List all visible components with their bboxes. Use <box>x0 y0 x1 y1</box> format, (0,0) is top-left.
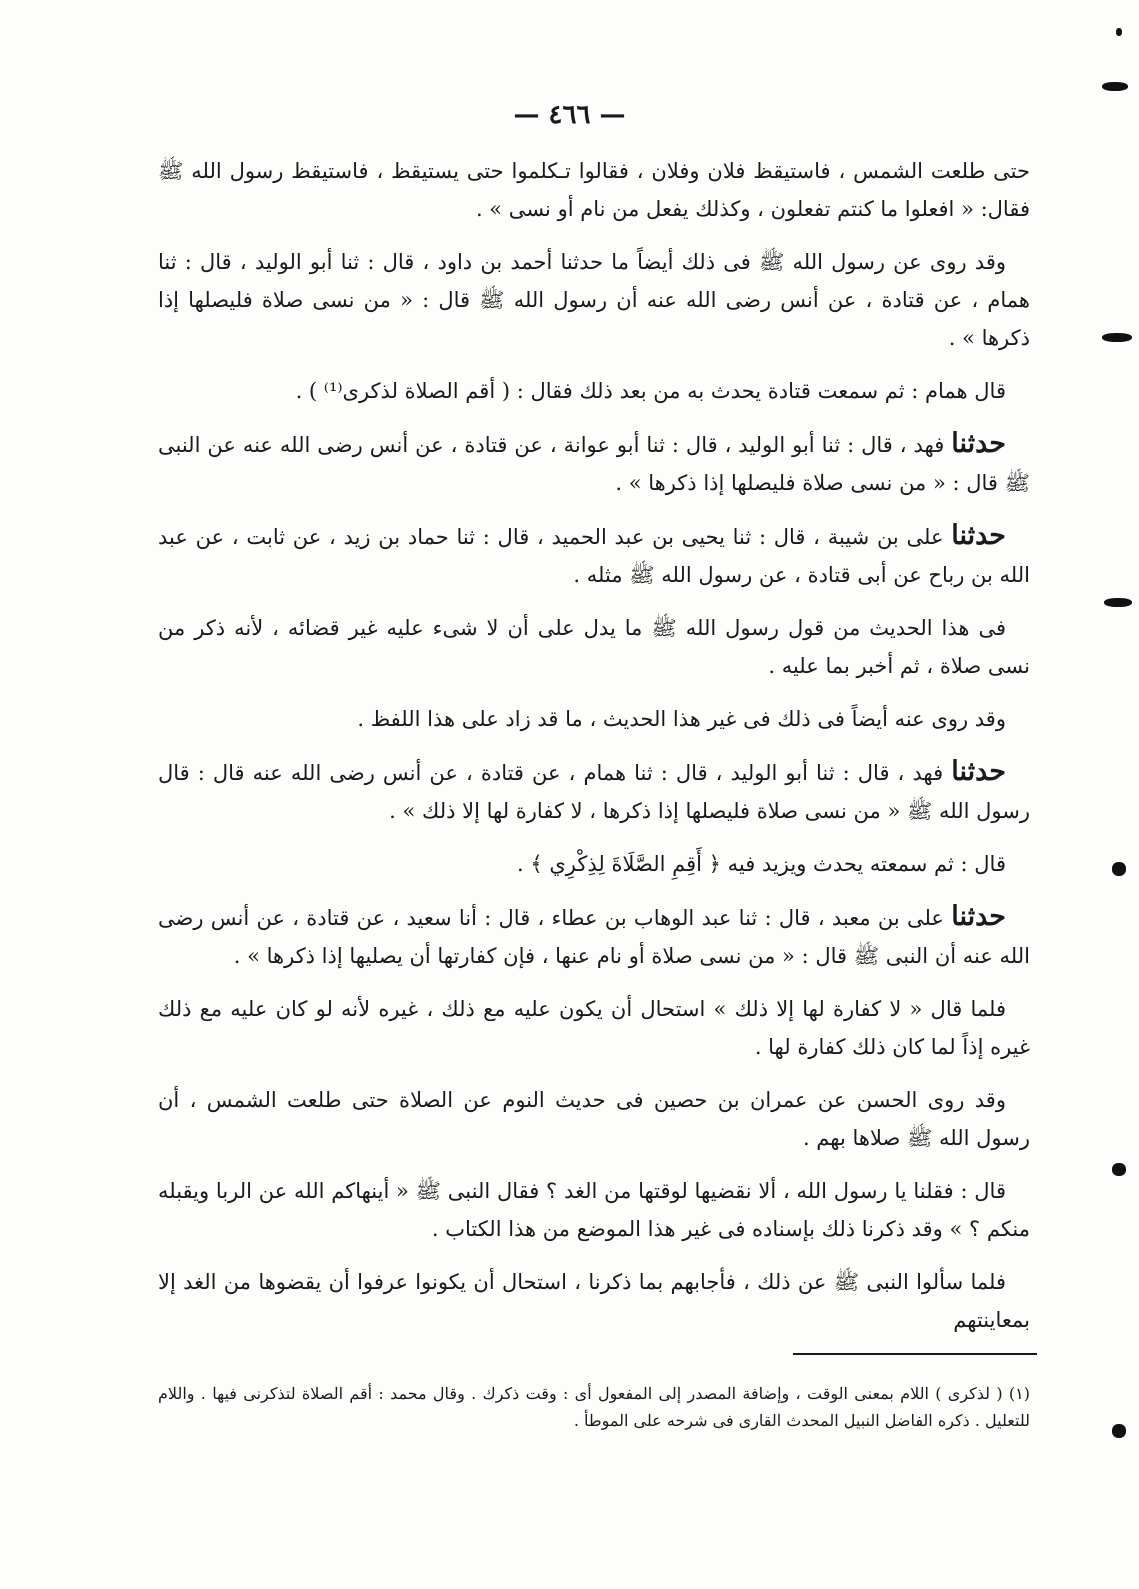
paragraph-11 <box>158 990 1030 1066</box>
paragraph-text: حتى طلعت الشمس ، فاستيقظ فلان وفلان ، فقالوا تـكلموا حتى يستيقظ ، فاستيقظ رسول الله ﷺ فقال: « افعلوا ما كنتم تفعلون ، وكذلك يفعل من نام أو نسى » . <box>158 159 1030 221</box>
paragraph-13 <box>158 1172 1030 1248</box>
scan-mark <box>1102 333 1132 342</box>
haddathana-lead: حدثنا <box>951 520 1006 551</box>
paragraph-14 <box>158 1263 1030 1339</box>
haddathana-lead: حدثنا <box>951 756 1006 787</box>
paragraph-text: وقد روى عن رسول الله ﷺ فى ذلك أيضاً ما حدثنا أحمد بن داود ، قال : ثنا أبو الوليد ، قال : ثنا همام ، عن قتادة ، عن أنس رضى الله عنه أن رسول الله ﷺ قال : « من نسى صلاة فليصلها إذا ذكرها » . <box>158 250 1030 350</box>
paragraph-5 <box>158 517 1030 594</box>
paragraph-text: قال : ثم سمعته يحدث ويزيد فيه ﴿ أَقِمِ الصَّلَاةَ لِذِكْرِي ﴾ . <box>517 852 1006 876</box>
footnote: (١) ( لذكرى ) اللام بمعنى الوقت ، وإضافة المصدر إلى المفعول أى : وقت ذكرك . وقال محمد : أقم الصلاة لتذكرنى فيها . واللام للتعليل . ذكره الفاضل النبيل المحدث القارى فى شرحه على الموطأ . <box>158 1384 1031 1430</box>
scan-mark <box>1112 862 1126 876</box>
paragraph-text: فهد ، قال : ثنا أبو الوليد ، قال : ثنا أبو عوانة ، عن قتادة ، عن أنس رضى الله عنه عن النبى ﷺ قال : « من نسى صلاة فليصلها إذا ذكرها » . <box>158 433 1030 495</box>
footnote-divider <box>793 1353 1037 1355</box>
paragraph-text: قال : فقلنا يا رسول الله ، ألا نقضيها لوقتها من الغد ؟ فقال النبى ﷺ « أينهاكم الله عن الربا ويقبله منكم ؟ » وقد ذكرنا ذلك بإسناده فى غير هذا الموضع من هذا الكتاب . <box>158 1179 1030 1241</box>
paragraph-12 <box>158 1081 1030 1157</box>
haddathana-lead: حدثنا <box>951 901 1006 932</box>
paragraph-2 <box>158 243 1030 357</box>
paragraph-text: فلما سألوا النبى ﷺ عن ذلك ، فأجابهم بما ذكرنا ، استحال أن يكونوا عرفوا أن يقضوها من الغد إلا بمعاينتهم <box>158 1270 1030 1332</box>
paragraph-text: على بن شيبة ، قال : ثنا يحيى بن عبد الحميد ، قال : ثنا حماد بن زيد ، عن ثابت ، عن عبد الله بن رباح عن أبى قتادة ، عن رسول الله ﷺ مثله . <box>158 525 1030 587</box>
paragraph-7 <box>158 700 1030 738</box>
scan-mark <box>1116 28 1122 36</box>
scan-mark <box>1102 82 1128 91</box>
paragraph-8 <box>158 753 1030 830</box>
paragraph-9 <box>158 845 1030 883</box>
page-number: — ٤٦٦ — <box>513 100 626 130</box>
scan-mark <box>1104 598 1132 607</box>
haddathana-lead: حدثنا <box>951 428 1006 459</box>
paragraph-text: على بن معبد ، قال : ثنا عبد الوهاب بن عطاء ، قال : أنا سعيد ، عن قتادة ، عن أنس رضى الله عنه أن النبى ﷺ قال : « من نسى صلاة أو نام عنها ، فإن كفارتها أن يصليها إذا ذكرها » . <box>158 906 1030 968</box>
scan-mark <box>1112 1424 1126 1438</box>
scan-mark <box>1112 1163 1126 1176</box>
paragraph-1 <box>158 152 1030 228</box>
paragraph-6 <box>158 609 1030 685</box>
paragraph-text: قال همام : ثم سمعت قتادة يحدث به من بعد ذلك فقال : ( أقم الصلاة لذكرى⁽¹⁾ ) . <box>295 379 1006 403</box>
paragraph-text: فلما قال « لا كفارة لها إلا ذلك » استحال أن يكون عليه مع ذلك ، غيره لأنه لو كان عليه مع ذلك غيره إذاً لما كان ذلك كفارة لها . <box>158 997 1030 1059</box>
paragraph-10 <box>158 898 1030 975</box>
paragraph-text: فهد ، قال : ثنا أبو الوليد ، قال : ثنا همام ، عن قتادة ، عن أنس رضى الله عنه قال : قال رسول الله ﷺ « من نسى صلاة فليصلها إذا ذكرها ، لا كفارة لها إلا ذلك » . <box>158 761 1030 823</box>
main-text <box>158 152 1030 1354</box>
paragraph-3 <box>158 372 1030 410</box>
paragraph-text: فى هذا الحديث من قول رسول الله ﷺ ما يدل على أن لا شىء عليه غير قضائه ، لأنه ذكر من نسى صلاة ، ثم أخبر بما عليه . <box>158 616 1030 678</box>
paragraph-text: وقد روى عنه أيضاً فى ذلك فى غير هذا الحديث ، ما قد زاد على هذا اللفظ . <box>357 707 1006 731</box>
paragraph-text: وقد روى الحسن عن عمران بن حصين فى حديث النوم عن الصلاة حتى طلعت الشمس ، أن رسول الله ﷺ صلاها بهم . <box>158 1088 1030 1150</box>
paragraph-4 <box>158 425 1030 502</box>
